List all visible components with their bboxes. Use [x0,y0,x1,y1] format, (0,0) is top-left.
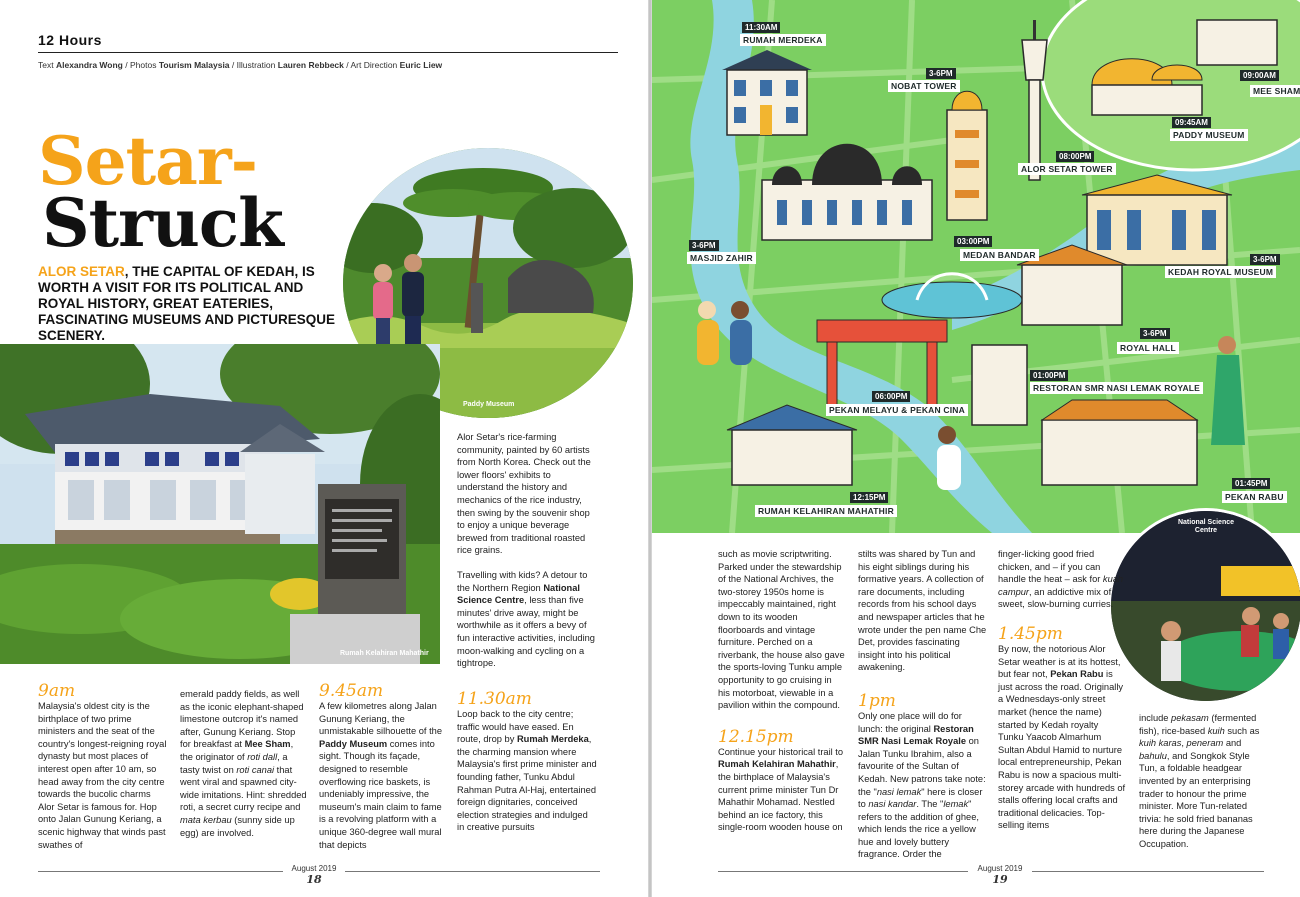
right-page [652,0,1300,897]
article-column-1 [38,682,168,851]
map-label-pekan-melayu: PEKAN MELAYU & PEKAN CINA [826,404,968,416]
header-rule [38,52,618,53]
map-time-pekan-melayu: 06:00PM [872,391,910,402]
map-label-rumah-merdeka: RUMAH MERDEKA [740,34,826,46]
credits-line: Text Alexandra Wong / Photos Tourism Malaysia / Illustration Lauren Rebbeck / Art Direction Euric Liew [38,60,443,70]
map-time-rumah-merdeka: 11:30AM [742,22,780,33]
map-label-medan-bandar: MEDAN BANDAR [960,249,1039,261]
map-time-royal-hall: 3-6PM [1140,328,1170,339]
paragraph-mahathir-house: stilts was shared by Tun and his eight siblings during his formative years. A collection of rare documents, including records from his school days and newspaper articles that he wrote under the pen name Che Det, provides fascinating insight into his political awakening. [858,549,987,673]
article-column-3 [319,682,447,851]
time-1-45pm: 1.45pm [998,623,1063,644]
paragraph-1-45pm: By now, the notorious Alor Setar weather is at its hottest, but fear not, Pekan Rabu is just across the road. Originally a Wednesdays-only street market (hence the name) started by Kedah royalty Tunku Yaacob Almarhum Sultan Abdul Hamid to nurture local entrepreneurship, Pekan Rabu is now a spacious multi-storey arcade with hundreds of stalls offering local crafts and traditional delicacies. Top-selling items [998,643,1126,831]
page-number: 18 [306,873,322,886]
map-label-royal-hall: ROYAL HALL [1117,342,1179,354]
paragraph-fried-chicken: finger-licking good fried chicken, and – if you can handle the heat – ask for kuah campur, an addictive mix of sweet, slow-burning curries. [998,549,1124,610]
page-number-right: 19 [992,873,1008,886]
left-page [0,0,648,897]
map-time-rumah-kelahiran: 12:15PM [850,492,888,503]
map-time-nobat-tower: 3-6PM [926,68,956,79]
time-9am: 9am [38,681,76,701]
map-label-smr-nasi-lemak: RESTORAN SMR NASI LEMAK ROYALE [1030,382,1203,394]
article-column-4-top [457,431,597,682]
time-12-15pm: 12.15pm [718,726,794,747]
paragraph-science-centre: Travelling with kids? A detour to the Northern Region National Science Centre, less than five minutes' drive away, might be worthwhile as it offers a bevy of fun interactive activities, including moon-walking and cycling on a tightrope. [457,569,595,669]
rumah-kelahiran-photo [0,344,440,664]
map-label-nobat-tower: NOBAT TOWER [888,80,960,92]
map-label-alor-setar-tower: ALOR SETAR TOWER [1018,163,1116,175]
folio-right [970,864,1030,886]
title-line-2: Struck [42,184,283,262]
paragraph-1pm: Only one place will do for lunch: the original Restoran SMR Nasi Lemak Royale on Jalan Tunku Ibrahim, also a favourite of the Sultan of Kedah. New patrons take note: the "nasi lemak" here is closer to nasi kandar. The "lemak" refers to the addition of ghee, which lends the rice a yellow hue and lovely buttery fragrance. Order the [858,710,986,860]
folio-month-right: August 2019 [977,864,1023,873]
caption-rumah-kelahiran: Rumah Kelahiran Mahathir [340,650,429,657]
map-label-kedah-royal-museum: KEDAH ROYAL MUSEUM [1165,266,1276,278]
map-time-alor-setar-tower: 08:00PM [1056,151,1094,162]
time-9-45am: 9.45am [319,681,384,701]
article-column-2: emerald paddy fields, as well as the iconic elephant-shaped limestone outcrop it's named after, Gunung Keriang. Stop for breakfast at Mee Sham, the originator of roti dall, a tasty twist on roti canai that went viral and spawned city-wide imitations. Hint: shredded roti, a secret curry recipe and mata kerbau (sunny side up egg) are involved. [180,689,307,838]
paragraph-12-15pm: Continue your historical trail to Rumah Kelahiran Mahathir, the birthplace of Malaysia's current prime minister Tun Dr Mahathir Mohamad. Nestled behind an ice factory, this single-room wooden house on [718,746,844,833]
right-article-column-1 [718,548,846,834]
map-label-rumah-kelahiran: RUMAH KELAHIRAN MAHATHIR [755,505,897,517]
paragraph-rumah-merdeka: such as movie scriptwriting. Parked under the stewardship of the National Archives, the two-storey 1950s home is impeccably maintained, right down to its wooden floorboards and vintage furniture. Perched on a riverbank, the house also gave the sports-loving Tunku ample opportunity to go cruising in his motorboat, viewable in a pavilion within the compound. [718,549,845,711]
map-label-paddy-museum: PADDY MUSEUM [1170,129,1248,141]
map-time-smr-nasi-lemak: 01:00PM [1030,370,1068,381]
time-11-30am: 11.30am [457,689,532,709]
right-article-column-4: include pekasam (fermented fish), rice-based kuih such as kuih karas, peneram and bahulu, and Songkok Style Tun, a foldable headgear invented by an enterprising trader to honour the prime minister. More Tun-related trivia: he sold fried bananas here during the Japanese Occupation. [1139,713,1260,849]
paragraph-11-30am: Loop back to the city centre; traffic would have eased. En route, drop by Rumah Merdeka, the charming mansion where Malaysia's first prime minister and founding father, Tunku Abdul Rahman Putra Al-Haj, entertained foreign dignitaries, conceived election strategies and indulged in creative pursuits [457,709,597,833]
right-article-column-3 [998,548,1126,832]
paragraph-rice-farming: Alor Setar's rice-farming community, painted by 60 artists from North Korea. Check out the lower floors' exhibits to understand the history and mechanics of the rice industry, then swing by the souvenir shop to enjoy a unique beverage brewed from traditional roasted rice grains. [457,432,591,556]
map-time-mee-sham: 09:00AM [1240,70,1279,81]
map-label-masjid-zahir: MASJID ZAHIR [687,252,756,264]
caption-paddy-museum: Paddy Museum [463,401,515,408]
science-centre-photo [1108,508,1300,704]
caption-science-centre: National Science Centre [1177,519,1235,534]
time-1pm: 1pm [858,690,896,711]
map-label-mee-sham: MEE SHAM [1250,85,1300,97]
article-column-4-bottom [457,690,597,834]
right-article-column-2 [858,548,988,861]
map-time-pekan-rabu: 01:45PM [1232,478,1270,489]
folio-left [284,864,344,886]
illustrated-map [652,0,1300,533]
map-time-kedah-royal-museum: 3-6PM [1250,254,1280,265]
paragraph-9am: Malaysia's oldest city is the birthplace of two prime ministers and the seat of the country's longest-reigning royal dynasty but most places of interest open after 10 am, so head away from the city centre towards the bucolic charms Alor Setar is famous for. Hop onto Jalan Gunung Keriang, a scenic highway that winds past swathes of [38,701,167,850]
title-line-1: Setar- [38,122,258,200]
deck-intro: ALOR SETAR, THE CAPITAL OF KEDAH, IS WORTH A VISIT FOR ITS POLITICAL AND ROYAL HISTORY, GREAT EATERIES, FASCINATING MUSEUMS AND PICTURESQUE SCENERY. [38,264,336,343]
map-time-masjid-zahir: 3-6PM [689,240,719,251]
map-label-pekan-rabu: PEKAN RABU [1222,491,1287,503]
section-label: 12 Hours [38,32,102,48]
paragraph-9-45am: A few kilometres along Jalan Gunung Keriang, the unmistakable silhouette of the Paddy Museum comes into sight. Though its façade, designed to resemble overflowing rice baskets, is undeniably impressive, the museum's main claim to fame is a revolving platform with a unique 360-degree wall mural that depicts [319,701,443,850]
map-time-medan-bandar: 03:00PM [954,236,992,247]
map-time-paddy-museum: 09:45AM [1172,117,1211,128]
folio-month: August 2019 [291,864,337,873]
